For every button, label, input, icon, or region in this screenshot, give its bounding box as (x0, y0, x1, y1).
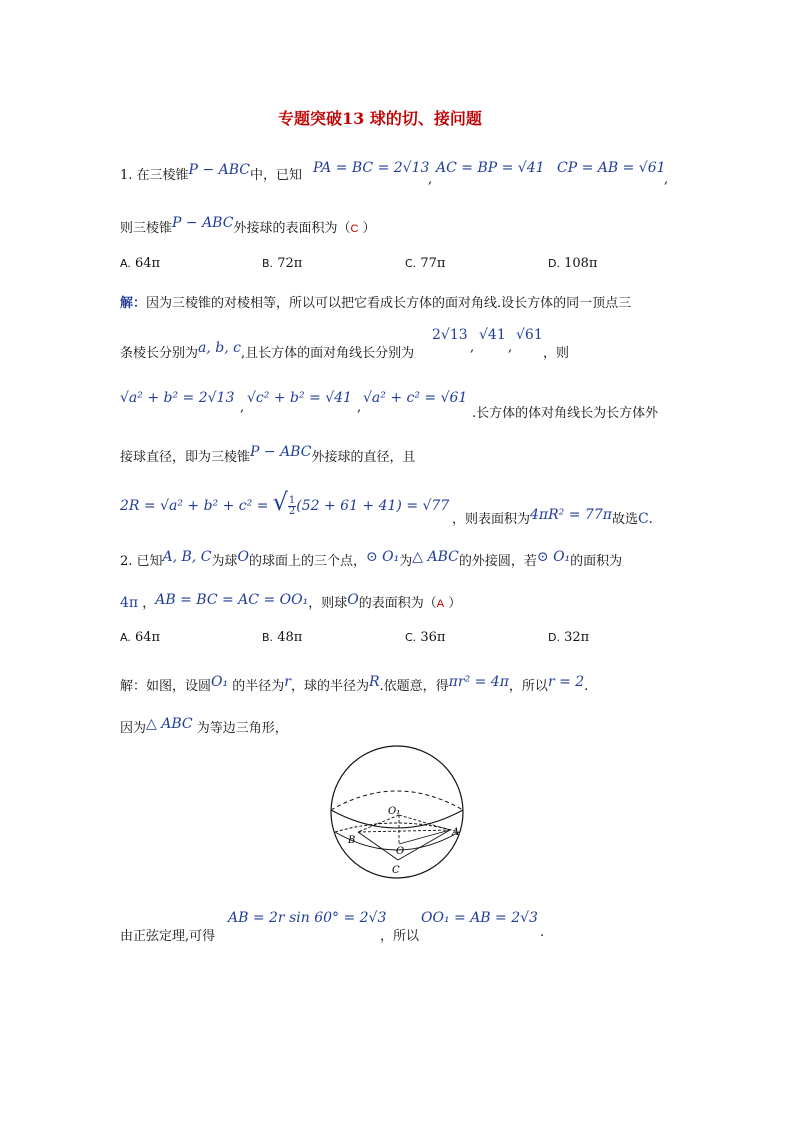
q2-sol-c: ，球的半径为 (290, 679, 369, 694)
q2-area: 4π (120, 595, 139, 611)
q2-line2-b: 为等边三角形， (196, 721, 288, 736)
q2-last-b: ，所以 (380, 929, 420, 944)
q1-answer: C (350, 223, 359, 235)
q2-option-d-label: D. (548, 631, 560, 644)
q1-sol-end: . (648, 512, 653, 527)
q2-sol-f: . (584, 679, 589, 694)
q2-option-b (262, 630, 302, 645)
sphere-figure (322, 742, 472, 882)
q1-area-eq: 4πR² = 77π (530, 507, 612, 523)
q2-answer: A (436, 598, 445, 610)
q2-last-c: . (540, 925, 545, 940)
q1-sol-choice: C (637, 511, 649, 527)
comma: , (428, 172, 433, 187)
q2-t8: ） (448, 596, 462, 611)
q1-line2-c: ） (362, 221, 376, 236)
q1-option-a-label: A. (120, 257, 131, 270)
comma: , (240, 400, 245, 415)
q2-triangle-2: △ ABC (146, 716, 193, 732)
q2-t5: 的面积为 (570, 554, 623, 569)
q2-last-line (120, 925, 215, 944)
q2-abc: A, B, C (162, 549, 212, 565)
q2-line2: 4π ，AB = BC = AC = OO₁，则球O的表面积为（A ） (120, 592, 462, 611)
q1-option-a-value: 64π (134, 256, 161, 271)
q2-eq-pi: πr² = 4π (448, 674, 509, 690)
q1-mid: 中，已知 (249, 168, 302, 183)
q2-circle-o1: ⊙ O₁ (365, 549, 400, 565)
q2-line1 (120, 550, 622, 569)
q1-option-d-label: D. (548, 257, 560, 270)
q1-eq3: √a² + c² = √61 (363, 390, 468, 406)
q2-option-a-value: 64π (134, 630, 161, 645)
q1-option-c (405, 256, 445, 271)
q1-option-c-label: C. (405, 257, 417, 270)
q2-R: R (368, 674, 380, 690)
q1-given3: CP = AB = √61 (557, 160, 666, 176)
q1-sol-line2-a: 条棱长分别为 (120, 346, 199, 361)
q2-triangle: △ ABC (412, 549, 459, 565)
q1-half-num: 1 (288, 495, 296, 506)
q2-option-c-value: 36π (420, 630, 446, 645)
q1-pabc-2: P − ABC (172, 215, 234, 231)
q2-line2-a: 因为 (120, 721, 147, 736)
q1-abc: a, b, c (198, 340, 241, 356)
segment-b-c (358, 832, 398, 860)
q2-last-eq: AB = 2r sin 60° = 2√3 (228, 910, 387, 926)
q1-half-den: 2 (288, 506, 296, 517)
segment-b-a (358, 830, 450, 832)
comma: , (508, 340, 513, 355)
q2-circle-o1b: ⊙ O₁ (536, 549, 571, 565)
q1-option-c-value: 77π (420, 256, 446, 271)
q1-eq1: √a² + b² = 2√13 (120, 390, 235, 406)
comma: , (470, 340, 475, 355)
q1-eq2: √c² + b² = √41 (247, 390, 352, 406)
q1-pabc: P − ABC (188, 162, 250, 178)
q2-option-c-label: C. (405, 631, 417, 644)
q2-last-eq2: OO₁ = AB = 2√3 (421, 910, 538, 926)
q1-line2 (120, 217, 376, 236)
q1-sol-line5-b: 故选 (611, 512, 638, 527)
q2-t7: 的表面积为（ (358, 596, 437, 611)
q2-o2: O (347, 592, 359, 608)
q2-eq: AB = BC = AC = OO₁ (155, 592, 309, 608)
q1-sol-line2-c: ，则 (543, 346, 570, 361)
q2-option-a-label: A. (120, 631, 131, 644)
q2-option-d-value: 32π (564, 630, 590, 645)
q1-solution-line5 (452, 508, 653, 527)
q2-option-b-value: 48π (277, 630, 303, 645)
q1-sol-line5-a: ，则表面积为 (452, 512, 531, 527)
label-a: A (452, 827, 460, 838)
q1-solution-line4 (120, 446, 415, 465)
q1-option-d (548, 256, 597, 271)
q1-diag3: √61 (516, 327, 543, 343)
q1-line1 (120, 164, 302, 183)
q2-option-d (548, 630, 589, 645)
q1-half (288, 496, 296, 517)
label-c: C (392, 865, 400, 876)
q1-r-eq2: (52 + 61 + 41) = √77 (296, 498, 450, 514)
q1-option-b (262, 256, 302, 271)
label-o1: O₁ (388, 806, 401, 817)
q1-sol-line2-b: ,且长方体的面对角线长分别为 (240, 346, 415, 361)
label-b: B (348, 835, 356, 846)
q2-option-c (405, 630, 445, 645)
q2-t2: 的球面上的三个点， (248, 554, 366, 569)
q2-o1: O₁ (211, 674, 229, 690)
page-title: 专题突破13 球的切、接问题 (278, 109, 482, 128)
q2-last-a: 由正弦定理,可得 (120, 929, 216, 944)
q1-r-eq: 2R = √a² + b² + c² = (120, 498, 269, 514)
q2-t4: 的外接圆，若 (458, 554, 537, 569)
q1-solution-label: 解： (120, 296, 147, 311)
q1-solution-line2 (120, 342, 414, 361)
q1-solution-line1 (120, 292, 631, 311)
q1-diag1: 2√13 (432, 327, 468, 343)
q1-sqrt-sign: √ (272, 488, 288, 516)
q2-sol-b: 的半径为 (232, 679, 285, 694)
q1-line2-a: 则三棱锥 (120, 221, 173, 236)
q2-solution-line1 (120, 675, 588, 694)
q1-sol-line1: 因为三棱锥的对棱相等，所以可以把它看成长方体的面对角线.设长方体的同一顶点三 (146, 296, 632, 311)
q2-t1: 为球 (211, 554, 238, 569)
q2-solution-line2 (120, 717, 288, 736)
q1-prefix: 1. 在三棱锥 (120, 168, 189, 183)
q2-option-a (120, 630, 160, 645)
q1-option-a (120, 256, 160, 271)
comma: , (664, 172, 669, 187)
q1-given1: PA = BC = 2√13 (313, 160, 430, 176)
q1-sol-line4-a: 接球直径，即为三棱锥 (120, 450, 251, 465)
q1-sol-line3-b: .长方体的体对角线长为长方体外 (472, 406, 659, 421)
q1-option-b-label: B. (262, 257, 274, 270)
q1-line2-b: 外接球的表面积为（ (233, 221, 351, 236)
q1-option-b-value: 72π (277, 256, 303, 271)
q2-o: O (237, 549, 249, 565)
segment-a-c (398, 830, 450, 860)
q2-sol-e: ，所以 (508, 679, 548, 694)
q2-t6: ，则球 (308, 596, 348, 611)
q1-r-equation (120, 488, 449, 517)
q2-t3: 为 (399, 554, 413, 569)
comma: , (357, 400, 362, 415)
q2-sol-a: 解：如图，设圆 (120, 679, 212, 694)
q1-sol-line4-b: 外接球的直径，且 (311, 450, 416, 465)
q1-given2: AC = BP = √41 (436, 160, 545, 176)
segment-o1-a (399, 830, 450, 844)
q1-option-d-value: 108π (564, 256, 598, 271)
q1-pabc-3: P − ABC (250, 444, 312, 460)
q2-r: r (284, 674, 291, 690)
q2-sol-d: .依题意，得 (379, 679, 449, 694)
q2-prefix: 2. 已知 (120, 554, 163, 569)
q2-option-b-label: B. (262, 631, 274, 644)
q1-diag2: √41 (479, 327, 506, 343)
q2-r2: r = 2 (547, 674, 585, 690)
label-o: O (396, 846, 405, 857)
